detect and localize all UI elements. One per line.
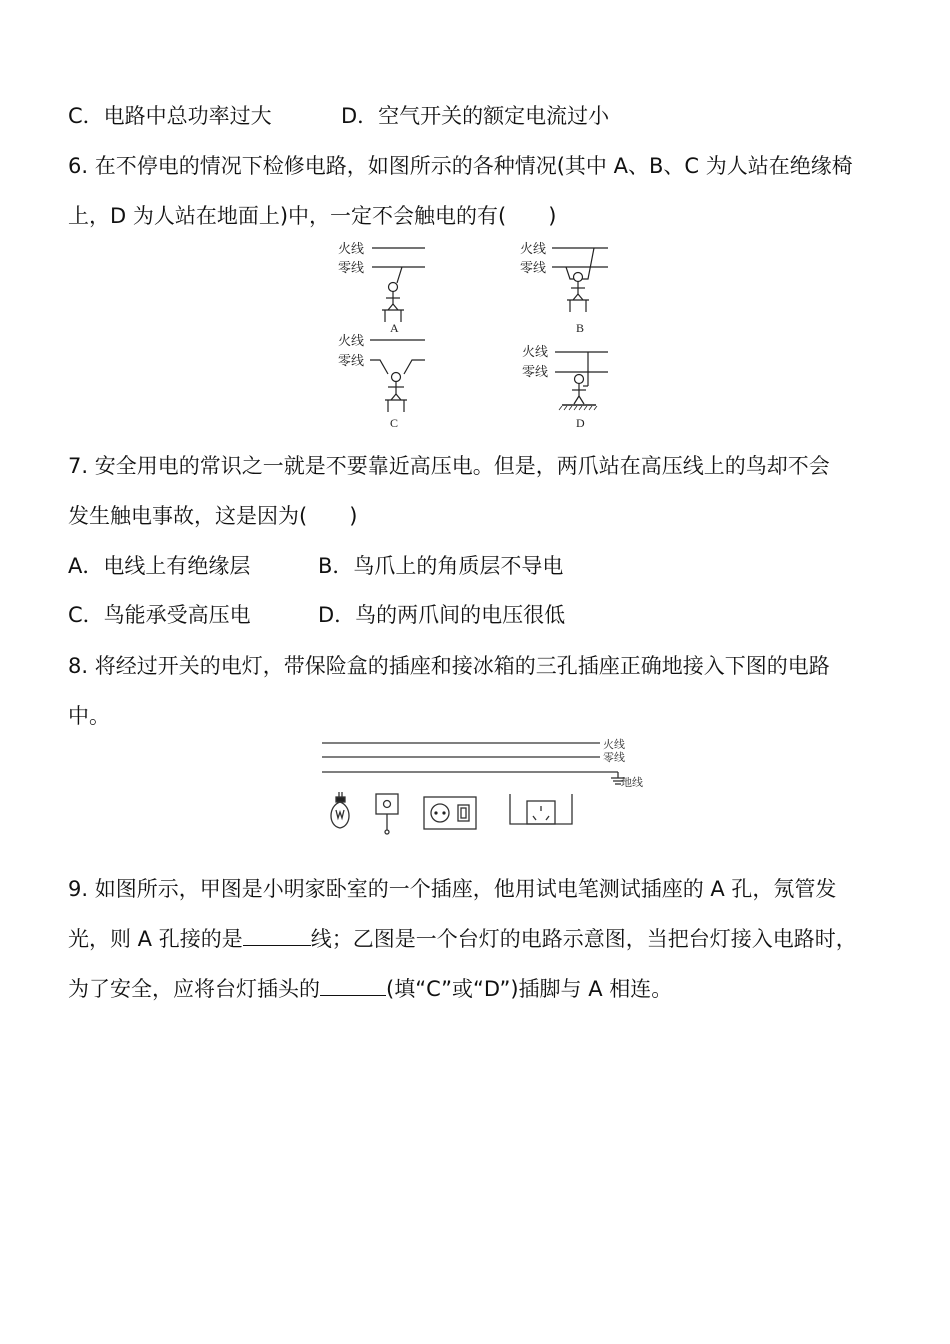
q8-stem-line-2: 中。 (68, 704, 110, 728)
q9-stem-line-2 (68, 924, 857, 954)
q5-option-d: D．空气开关的额定电流过小 (341, 104, 610, 128)
q6-caption-c: C (390, 416, 399, 430)
q7-option-a: A．电线上有绝缘层 (68, 554, 251, 578)
q9-line3-part-b: (填“C”或“D”)插脚与 A 相连。 (386, 977, 673, 1001)
q9-line2-part-a: 光，则 A 孔接的是 (68, 927, 243, 951)
q6-a-neutral-label: 零线 (338, 261, 365, 276)
q6-caption-a: A (390, 321, 399, 335)
q8-ground-label: 地线 (621, 776, 643, 789)
q7-stem-line-1: 7. 安全用电的常识之一就是不要靠近高压电。但是，两爪站在高压线上的鸟却不会 (68, 454, 830, 478)
q9-blank-1[interactable] (243, 944, 311, 946)
q7-options-ab (68, 551, 564, 581)
q6-a-live-label: 火线 (338, 242, 365, 257)
q6-caption-b: B (576, 321, 585, 335)
fused-socket-icon[interactable] (424, 797, 476, 829)
q7-option-b: B．鸟爪上的角质层不导电 (318, 554, 564, 578)
q6-figure (330, 236, 630, 432)
lamp-icon[interactable] (331, 792, 349, 828)
q7-options-cd (68, 600, 566, 630)
q9-blank-2[interactable] (320, 994, 386, 996)
q6-caption-d: D (576, 416, 585, 430)
q5-option-c: C．电路中总功率过大 (68, 104, 272, 128)
q8-stem-line-1: 8. 将经过开关的电灯，带保险盒的插座和接冰箱的三孔插座正确地接入下图的电路 (68, 654, 830, 678)
q6-b-neutral-label: 零线 (520, 261, 547, 276)
q6-stem-line-2: 上，D 为人站在地面上)中，一定不会触电的有( ) (68, 204, 557, 228)
q9-line3-part-a: 为了安全，应将台灯插头的 (68, 977, 320, 1001)
q6-d-live-label: 火线 (522, 345, 549, 360)
q8-live-label: 火线 (603, 738, 625, 751)
three-hole-socket-icon[interactable] (510, 794, 572, 824)
q5-options-cd (68, 101, 610, 131)
switch-icon[interactable] (376, 794, 398, 834)
q9-line2-part-b: 线；乙图是一个台灯的电路示意图，当把台灯接入电路时， (310, 927, 857, 951)
q8-neutral-label: 零线 (603, 751, 625, 764)
q7-stem-line-2: 发生触电事故，这是因为( ) (68, 504, 358, 528)
q6-c-live-label: 火线 (338, 334, 365, 349)
q6-c-neutral-label: 零线 (338, 354, 365, 369)
q8-circuit-figure (318, 734, 643, 838)
q6-stem-line-1: 6. 在不停电的情况下检修电路，如图所示的各种情况(其中 A、B、C 为人站在绝缘椅 (68, 154, 853, 178)
q7-option-d: D．鸟的两爪间的电压很低 (318, 603, 566, 627)
q6-b-live-label: 火线 (520, 242, 547, 257)
q9-stem-line-3 (68, 974, 672, 1004)
q7-option-c: C．鸟能承受高压电 (68, 603, 251, 627)
q6-d-neutral-label: 零线 (522, 365, 549, 380)
q9-stem-line-1: 9. 如图所示，甲图是小明家卧室的一个插座，他用试电笔测试插座的 A 孔，氖管发 (68, 877, 837, 901)
